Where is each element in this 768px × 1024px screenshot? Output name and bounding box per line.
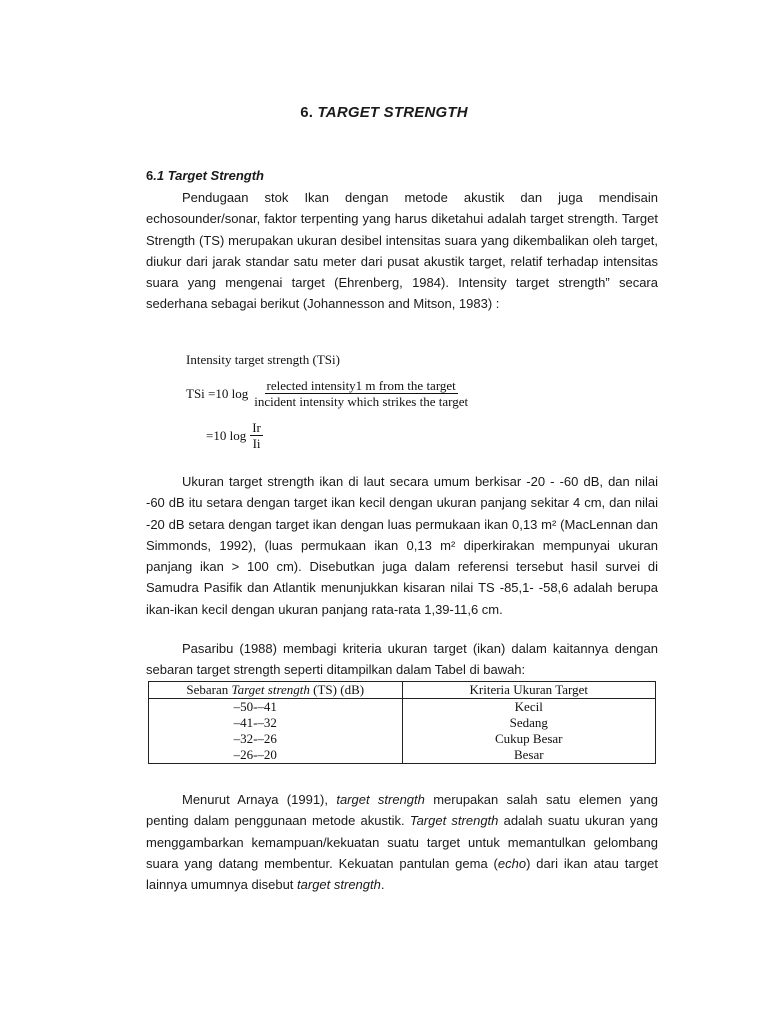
paragraph-4-term: target strength — [297, 877, 381, 893]
table-header-criteria: Kriteria Ukuran Target — [402, 682, 656, 699]
table-cell-criteria: Cukup Besar — [402, 731, 656, 747]
formula-denominator-1: incident intensity which strikes the target — [254, 394, 469, 409]
paragraph-3-text: Pasaribu (1988) membagi kriteria ukuran target (ikan) dalam kaitannya dengan sebaran target strength seperti ditampilkan dalam Tabel di bawah: — [146, 641, 658, 678]
paragraph-4-text: merupakan salah satu elemen yang penting dalam penggunaan metode akustik. — [146, 792, 658, 829]
paragraph-4-term: target strength — [336, 792, 425, 807]
formula-block — [186, 352, 506, 452]
formula-numerator-1: relected intensity1 m from the target — [266, 378, 456, 393]
section-title — [0, 104, 768, 121]
table-cell-criteria: Sedang — [402, 715, 656, 731]
paragraph-4-text: ) dari ikan atau target lainnya umumnya disebut — [146, 855, 658, 893]
target-strength-table — [148, 681, 656, 764]
paragraph-4-text: Menurut Arnaya (1991), — [182, 792, 337, 807]
formula-fraction-1 — [252, 378, 470, 409]
table-row — [149, 715, 656, 731]
formula-title: Intensity target strength (TSi) — [186, 352, 340, 367]
paragraph-1 — [146, 187, 658, 315]
section-title-text: TARGET STRENGTH — [317, 104, 468, 121]
formula-line-1 — [186, 378, 470, 409]
table-cell-criteria: Besar — [402, 747, 656, 764]
paragraph-4-term: echo — [497, 855, 527, 871]
formula-numerator-2: Ir — [252, 420, 261, 435]
table-row — [149, 731, 656, 747]
formula-line-2 — [206, 420, 263, 451]
paragraph-4-text: . — [380, 877, 385, 893]
formula-denominator-2: Ii — [252, 436, 261, 451]
table-row — [149, 747, 656, 764]
paragraph-4-text: adalah suatu ukuran yang menggambarkan kemampuan/kekuatan suatu target untuk memantulkan gelombang suara yang datang membentur. Kekuatan pantulan gema ( — [146, 813, 658, 871]
paragraph-2 — [146, 471, 658, 620]
subsection-title: .1 Target Strength — [153, 168, 264, 183]
formula-fraction-2 — [250, 420, 263, 451]
formula-lhs-2: =10 log — [206, 427, 247, 443]
paragraph-1-text: Pendugaan stok Ikan dengan metode akustik dan juga mendisain echosounder/sonar, faktor terpenting yang harus diketahui adalah target strength. Target Strength (TS) merupakan ukuran desibel intensitas suara yang dikembalikan oleh target, diukur dari jarak standar satu meter dari pusat akustik target, relatif terhadap intensitas suara yang mengenai target (Ehrenberg, 1984). Intensity target strength” secara sederhana sebagai berikut (Johannesson and Mitson, 1983) : — [146, 190, 658, 312]
formula-lhs: TSi =10 log — [186, 385, 249, 401]
table-cell-range: –32-–26 — [149, 731, 403, 747]
paragraph-4-term: Target strength — [409, 813, 499, 829]
section-number: 6. — [300, 104, 314, 121]
table-cell-range: –50-–41 — [149, 699, 403, 716]
paragraph-4 — [146, 789, 658, 895]
table-cell-criteria: Kecil — [402, 699, 656, 716]
table-header-distribution: Sebaran Target strength (TS) (dB) — [149, 682, 403, 699]
table-header-row — [149, 682, 656, 699]
subsection-heading — [146, 168, 264, 183]
table-cell-range: –41-–32 — [149, 715, 403, 731]
table-cell-range: –26-–20 — [149, 747, 403, 764]
table-row — [149, 699, 656, 716]
paragraph-2-text: Ukuran target strength ikan di laut secara umum berkisar -20 - -60 dB, dan nilai -60 dB itu setara dengan target ikan kecil dengan ukuran panjang sekitar 4 cm, dan nilai -20 dB setara dengan target ikan dengan luas permukaan ikan 0,13 m² (MacLennan dan Simmonds, 1992), (luas permukaan ikan 0,13 m² diperkirakan mempunyai ukuran panjang ikan > 100 cm). Disebutkan juga dalam referensi tersebut hasil survei di Samudra Pasifik dan Atlantik menunjukkan kisaran nilai TS -85,1- -58,6 adalah berupa ikan-ikan kecil dengan ukuran panjang rata-rata 1,39-11,6 cm. — [146, 474, 658, 617]
subsection-number: 6 — [146, 168, 154, 183]
paragraph-3 — [146, 638, 658, 681]
